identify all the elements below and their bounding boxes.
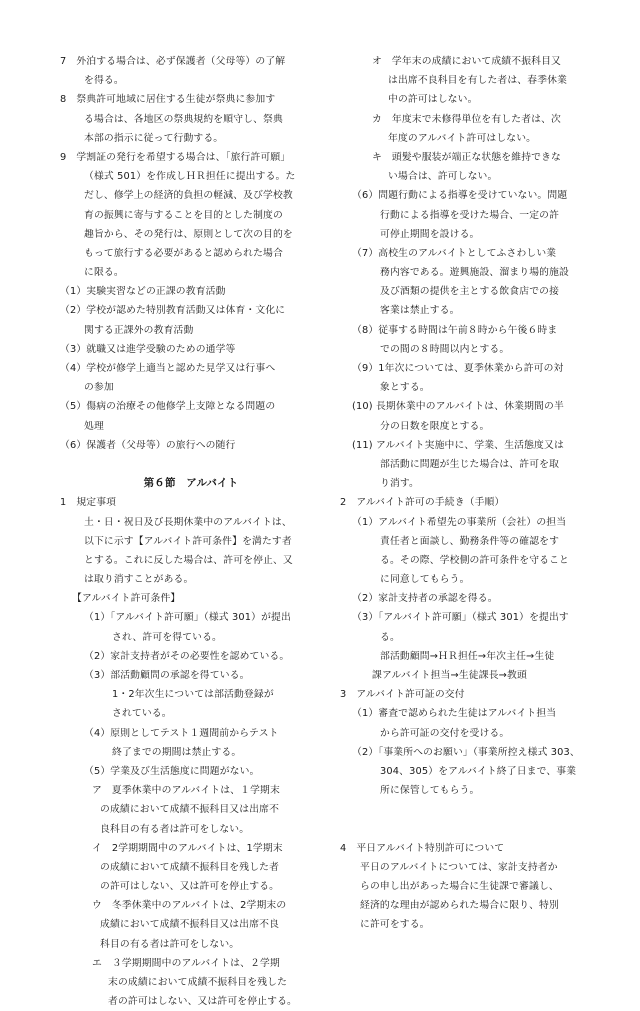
left-column (60, 52, 322, 1011)
text-line: (10) 長期休業中のアルバイトは、休業期間の半 (352, 401, 564, 413)
text-line: 可停止期間を設ける。 (380, 228, 480, 240)
text-line: カ 年度末で未修得単位を有した者は、次 (372, 113, 561, 125)
text-line: （3）部活動顧問の承認を得ている。 (84, 670, 250, 681)
text-line: 部活動に問題が生じた場合は、許可を取 (380, 458, 560, 470)
text-line: 年度のアルバイト許可はしない。 (388, 132, 537, 144)
text-line: 行動による指導を受けた場合、一定の許 (380, 209, 560, 221)
text-line: 課アルバイト担当→生徒課長→教頭 (372, 670, 527, 681)
text-line: る。その際、学校側の許可条件を守ること (380, 554, 569, 566)
text-line: 4 平日アルバイト特別許可について (340, 842, 505, 854)
text-line: 1 規定事項 (60, 497, 117, 509)
text-line: 2 アルバイト許可の手続き（手順） (340, 497, 505, 509)
text-line: 3 アルバイト許可証の交付 (340, 689, 465, 701)
text-line: ア 夏季休業中のアルバイトは、１学期末 (92, 785, 280, 797)
text-line: に許可をする。 (360, 919, 430, 931)
text-line: （2）学校が認めた特別教育活動又は体育・文化に (60, 305, 286, 317)
text-line: 客業は禁止する。 (380, 305, 460, 317)
text-line: る。 (380, 631, 400, 643)
text-line: ウ 冬季休業中のアルバイトは、2学期末の (92, 900, 287, 912)
text-line: 育の振興に寄与することを目的とした制度の (84, 209, 283, 221)
text-line: とする。これに反した場合は、許可を停止、又 (84, 554, 293, 566)
text-line: （4）原則としてテスト１週間前からテスト (84, 727, 279, 739)
text-line: されている。 (112, 708, 172, 720)
text-line: る場合は、各地区の祭典規約を順守し、祭典 (84, 113, 283, 125)
text-line: 部活動顧問→ＨＲ担任→年次主任→生徒 (380, 650, 555, 662)
text-line: オ 学年末の成績において成績不振科目又 (372, 56, 561, 67)
text-line: 平日のアルバイトについては、家計支持者か (360, 861, 558, 873)
text-line: 務内容である。遊興施設、溜まり場的施設 (380, 267, 569, 279)
text-line: での間の８時間以内とする。 (380, 343, 510, 355)
text-line: （2）「事業所へのお願い」（事業所控え様式 303、 (352, 746, 580, 758)
text-line: に同意してもらう。 (380, 574, 470, 586)
text-line: 趣旨から、その発行は、原則として次の目的を (84, 228, 293, 240)
text-line: （1）実験実習などの正課の教育活動 (60, 286, 226, 298)
text-line: の許可はしない、又は許可を停止する。 (100, 881, 280, 893)
text-line (340, 800, 602, 819)
text-line: エ ３学期期間中のアルバイトは、２学期 (92, 957, 280, 969)
text-line: 304、305）をアルバイト終了日まで、事業 (380, 765, 577, 777)
text-line: （1）アルバイト希望先の事業所（会社）の担当 (352, 516, 567, 528)
text-line: 者の許可はしない、又は許可を停止する。 (108, 996, 297, 1008)
section-heading: 第６節 アルバイト (143, 477, 239, 490)
text-line: 中の許可はしない。 (388, 94, 478, 106)
text-line: 良科目の有る者は許可をしない。 (100, 823, 250, 835)
text-line: もって旅行する必要があると認められた場合 (84, 247, 283, 259)
text-line: （5）傷病の治療その他修学上支障となる問題の (60, 401, 276, 413)
text-line (340, 820, 602, 839)
text-line: （9）1年次については、夏季休業から許可の対 (352, 363, 564, 374)
text-line: り消す。 (380, 478, 420, 490)
text-line: 以下に示す【アルバイト許可条件】を満たす者 (84, 535, 292, 547)
text-line: 科目の有る者は許可をしない。 (100, 938, 240, 950)
text-line: （1）「アルバイト許可願」（様式 301）が提出 (84, 612, 291, 624)
text-line: （7）高校生のアルバイトとしてふさわしい業 (352, 247, 557, 259)
text-line: は取り消すことがある。 (84, 574, 194, 586)
text-line: は出席不良科目を有した者は、春季休業 (388, 75, 568, 87)
text-line (60, 455, 322, 474)
text-line: 終了までの期間は禁止する。 (112, 746, 242, 758)
text-line: （6）保護者（父母等）の旅行への随行 (60, 439, 236, 451)
text-line: の成績において成績不振科目又は出席不 (100, 804, 280, 816)
text-line: 1・2年次生については部活動登録が (112, 689, 274, 701)
text-line: （5）学業及び生活態度に問題がない。 (84, 765, 260, 777)
text-line: 本部の指示に従って行動する。 (84, 132, 224, 144)
text-line: (11) アルバイト実施中に、学業、生活態度又は (352, 439, 564, 451)
text-line: 責任者と面談し、勤務条件等の確認をす (380, 535, 560, 547)
text-line: を得る。 (84, 75, 124, 87)
text-line: 9 学割証の発行を希望する場合は、「旅行許可願」 (60, 151, 291, 163)
text-line: （2）家計支持者の承認を得る。 (352, 593, 498, 605)
text-line: （6）問題行動による指導を受けていない。問題 (352, 190, 568, 202)
text-line: 分の日数を限度とする。 (380, 420, 490, 432)
text-line: （3）「アルバイト許可願」（様式 301）を提出す (352, 612, 569, 624)
text-line: だし、修学上の経済的負担の軽減、及び学校教 (84, 190, 293, 202)
text-line: 象とする。 (380, 382, 430, 394)
text-line: （2）家計支持者がその必要性を認めている。 (84, 650, 290, 662)
text-line: から許可証の交付を受ける。 (380, 727, 510, 739)
right-column (340, 52, 602, 935)
text-line: 成績において成績不振科目又は出席不良 (100, 919, 280, 931)
text-line: （様式 501）を作成しＨＲ担任に提出する。た (84, 171, 296, 183)
text-line: らの申し出があった場合に生徒課で審議し、 (360, 881, 559, 893)
text-line: （1）審査で認められた生徒はアルバイト担当 (352, 708, 557, 720)
text-line: （3）就職又は進学受験のための通学等 (60, 343, 236, 355)
text-line: 8 祭典許可地域に居住する生徒が祭典に参加す (60, 94, 276, 106)
text-line: 処理 (84, 420, 104, 432)
text-line: 土・日・祝日及び長期休業中のアルバイトは、 (84, 516, 292, 528)
text-line: （8）従事する時間は午前８時から午後６時ま (352, 324, 558, 336)
text-line: イ 2学期期間中のアルバイトは、1学期末 (92, 842, 283, 854)
text-line: され、許可を得ている。 (112, 631, 223, 643)
text-line: 関する正課外の教育活動 (84, 324, 194, 336)
text-line: 所に保管してもらう。 (380, 785, 480, 797)
text-line: （4）学校が修学上適当と認めた見学又は行事へ (60, 363, 276, 374)
text-line: 経済的な理由が認められた場合に限り、特別 (360, 900, 559, 912)
text-line: 及び酒類の提供を主とする飲食店での接 (380, 286, 560, 298)
text-line: の参加 (84, 382, 114, 394)
text-line: に限る。 (84, 267, 124, 279)
text-line: の成績において成績不振科目を残した者 (100, 861, 280, 873)
text-line: 【アルバイト許可条件】 (72, 593, 181, 605)
text-line: い場合は、許可しない。 (388, 171, 498, 183)
text-line: キ 頭髪や服装が端正な状態を維持できな (372, 151, 561, 163)
text-line: 末の成績において成績不振科目を残した (108, 977, 288, 988)
text-line: 7 外泊する場合は、必ず保護者（父母等）の了解 (60, 56, 286, 67)
